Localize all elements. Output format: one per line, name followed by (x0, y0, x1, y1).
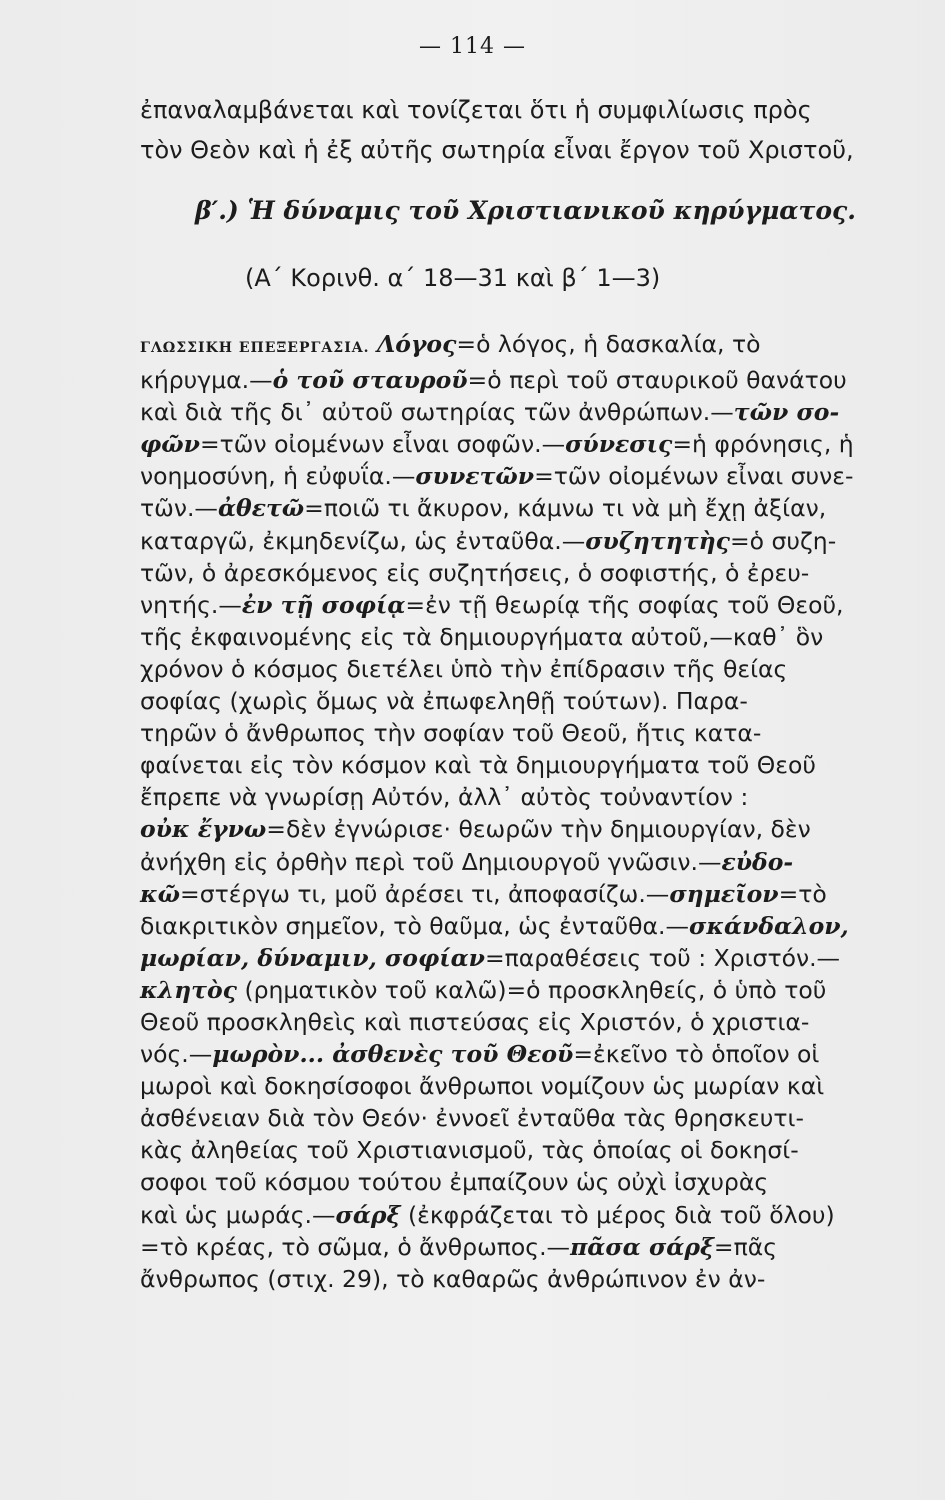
text-line (140, 396, 908, 428)
text-line (140, 1166, 908, 1198)
text-line (140, 525, 908, 557)
text-line (140, 717, 908, 749)
glossary-text: =ὁ λόγος, ἡ δασκαλία, τὸ (456, 330, 761, 358)
glossary-text: διακριτικὸν σημεῖον, τὸ θαῦμα, ὡς ἐνταῦθα.— (140, 911, 689, 940)
glossary-text: (ρηματικὸν τοῦ καλῶ)=ὁ προσκληθείς, ὁ ὑπὸ τοῦ (236, 975, 827, 1004)
text-line (140, 685, 908, 717)
glossary-text: =δὲν ἐγνώρισε· θεωρῶν τὴν δημιουργίαν, δὲν (266, 815, 811, 844)
text-line (140, 557, 908, 589)
intro-line: ἐπαναλαμβάνεται καὶ τονίζεται ὅτι ἡ συμφιλίωσις πρὸς (140, 96, 812, 124)
text-line (140, 846, 908, 878)
glossary-text: =τὸ κρέας, τὸ σῶμα, ὁ ἄνθρωπος.— (140, 1232, 571, 1261)
glossary-text: =ποιῶ τι ἄκυρον, κάμνω τι νὰ μὴ ἔχῃ ἀξίαν, (304, 494, 827, 523)
glossary-text: =ἡ φρόνησις, ἡ (672, 430, 854, 459)
glossary-term: σάρξ (335, 1200, 401, 1229)
glossary-text: κήρυγμα.— (140, 366, 273, 395)
glossary-text: ἀνήχθη εἰς ὀρθὴν περὶ τοῦ Δημιουργοῦ γνῶσιν.— (140, 847, 722, 876)
glossary-text: τῆς ἐκφαινομένης εἰς τὰ δημιουργήματα αὐτοῦ,—καθ᾿ ὃν (140, 622, 824, 651)
text-line (140, 1038, 908, 1070)
glossary-text: τῶν, ὁ ἀρεσκόμενος εἰς συζητήσεις, ὁ σοφιστής, ὁ ἐρευ- (140, 558, 810, 587)
text-line (140, 942, 908, 974)
glossary-paragraph (140, 328, 908, 1295)
glossary-term: συζητητὴς (585, 526, 730, 555)
glossary-term: ὁ τοῦ σταυροῦ (272, 366, 468, 395)
text-line (140, 813, 908, 845)
glossary-text: χρόνον ὁ κόσμος διετέλει ὑπὸ τὴν ἐπίδρασιν τῆς θείας (140, 654, 788, 683)
glossary-text: καὶ ὡς μωράς.— (140, 1200, 336, 1229)
glossary-text: =στέργω τι, μοῦ ἀρέσει τι, ἀποφασίζω.— (180, 879, 670, 908)
glossary-text: ἄνθρωπος (στιχ. 29), τὸ καθαρῶς ἀνθρώπινον ἐν ἀν- (140, 1264, 766, 1293)
text-line (140, 1070, 908, 1102)
glossary-text: καὶ διὰ τῆς δι᾿ αὐτοῦ σωτηρίας τῶν ἀνθρώπων.— (140, 398, 734, 427)
glossary-text: σοφοι τοῦ κόσμου τούτου ἐμπαίζουν ὡς οὐχὶ ἰσχυρὰς (140, 1168, 769, 1197)
glossary-text: φαίνεται εἰς τὸν κόσμον καὶ τὰ δημιουργήματα τοῦ Θεοῦ (140, 751, 816, 780)
text-line (140, 910, 908, 942)
text-line (140, 460, 908, 492)
glossary-term: συνετῶν (415, 462, 535, 491)
text-line (140, 589, 908, 621)
text-line (140, 1006, 908, 1038)
glossary-term: πᾶσα σάρξ (570, 1232, 714, 1261)
glossary-term: σκάνδαλον, (689, 911, 849, 940)
glossary-term: οὐκ ἔγνω (140, 815, 267, 844)
text-line (140, 1231, 908, 1263)
glossary-text: σοφίας (χωρὶς ὅμως νὰ ἐπωφεληθῇ τούτων). Παρα- (140, 687, 748, 716)
glossary-text: =ἐκεῖνο τὸ ὁποῖον οἱ (573, 1040, 820, 1069)
glossary-text: νητής.— (140, 590, 242, 619)
glossary-text: τῶν.— (140, 494, 218, 523)
glossary-text: ἀσθένειαν διὰ τὸν Θεόν· ἐννοεῖ ἐνταῦθα τὰς θρησκευτι- (140, 1104, 804, 1133)
glossary-text: Θεοῦ προσκληθεὶς καὶ πιστεύσας εἰς Χριστόν, ὁ χριστια- (140, 1007, 810, 1036)
glossary-term: κλητὸς (140, 975, 237, 1004)
glossary-text: =ἐν τῇ θεωρίᾳ τῆς σοφίας τοῦ Θεοῦ, (405, 590, 844, 619)
text-line (140, 1199, 908, 1231)
glossary-term: μωρίαν, δύναμιν, σοφίαν (140, 943, 485, 972)
glossary-text: ἔπρεπε νὰ γνωρίσῃ Αὐτόν, ἀλλ᾿ αὐτὸς τοὐναντίον : (140, 783, 749, 812)
text-line (140, 328, 908, 364)
glossary-text (369, 330, 376, 358)
glossary-text: =ὁ περὶ τοῦ σταυρικοῦ θανάτου (467, 366, 847, 395)
glossary-text: =ὁ συζη- (729, 526, 837, 555)
text-line (140, 1102, 908, 1134)
glossary-text: νοημοσύνη, ἡ εὐφυΐα.— (140, 462, 416, 491)
glossary-term: φῶν (140, 430, 200, 459)
glossary-term: ἀθετῶ (217, 494, 305, 523)
glossary-term: ἐν τῇ σοφίᾳ (241, 590, 406, 619)
glossary-text: καταργῶ, ἐκμηδενίζω, ὡς ἐνταῦθα.— (140, 526, 586, 555)
glossary-term: μωρὸν... ἀσθενὲς τοῦ Θεοῦ (212, 1040, 574, 1069)
glossary-text: =τῶν οἰομένων εἶναι συνε- (534, 462, 854, 491)
glossary-text: τηρῶν ὁ ἄνθρωπος τὴν σοφίαν τοῦ Θεοῦ, ἥτις κατα- (140, 719, 762, 748)
page-number: — 114 — (419, 34, 526, 59)
text-line (140, 781, 908, 813)
glossary-text: κὰς ἀληθείας τοῦ Χριστιανισμοῦ, τὰς ὁποίας οἱ δοκησί- (140, 1136, 799, 1165)
glossary-text: νός.— (140, 1040, 213, 1069)
glossary-text: (ἐκφράζεται τὸ μέρος διὰ τοῦ ὅλου) (400, 1200, 835, 1229)
text-line (140, 653, 908, 685)
glossary-term: σύνεσις (565, 430, 673, 459)
text-line (140, 1263, 908, 1295)
glossary-text: =τὸ (778, 879, 827, 908)
glossary-text: =τῶν οἰομένων εἶναι σοφῶν.— (199, 430, 566, 459)
section-heading: β′.) Ἡ δύναμις τοῦ Χριστιανικοῦ κηρύγματος. (195, 196, 856, 225)
glossary-term: Λόγος (376, 330, 457, 358)
intro-line: τὸν Θεὸν καὶ ἡ ἐξ αὐτῆς σωτηρία εἶναι ἔργον τοῦ Χριστοῦ, (140, 136, 854, 164)
text-line (140, 749, 908, 781)
text-line (140, 364, 908, 396)
text-line (140, 1134, 908, 1166)
glossary-term: σημεῖον (669, 879, 779, 908)
text-line (140, 621, 908, 653)
glossary-text: μωροὶ καὶ δοκησίσοφοι ἄνθρωποι νομίζουν ὡς μωρίαν καὶ (140, 1072, 825, 1101)
intro-paragraph (140, 90, 900, 170)
glossary-term: εὐδο- (721, 847, 794, 876)
text-line (140, 428, 908, 460)
glossary-term: τῶν σο- (733, 398, 840, 427)
text-line (140, 492, 908, 524)
scripture-reference: (Α΄ Κορινθ. α΄ 18—31 καὶ β΄ 1—3) (245, 264, 661, 292)
glossary-text: =παραθέσεις τοῦ : Χριστόν.— (484, 943, 841, 972)
glossary-label: ΓΛΩΣΣΙΚΗ ΕΠΕΞΕΡΓΑΣΙΑ. (140, 340, 370, 356)
text-line (140, 974, 908, 1006)
text-line (140, 878, 908, 910)
glossary-text: =πᾶς (713, 1232, 778, 1261)
glossary-term: κῶ (140, 879, 180, 908)
